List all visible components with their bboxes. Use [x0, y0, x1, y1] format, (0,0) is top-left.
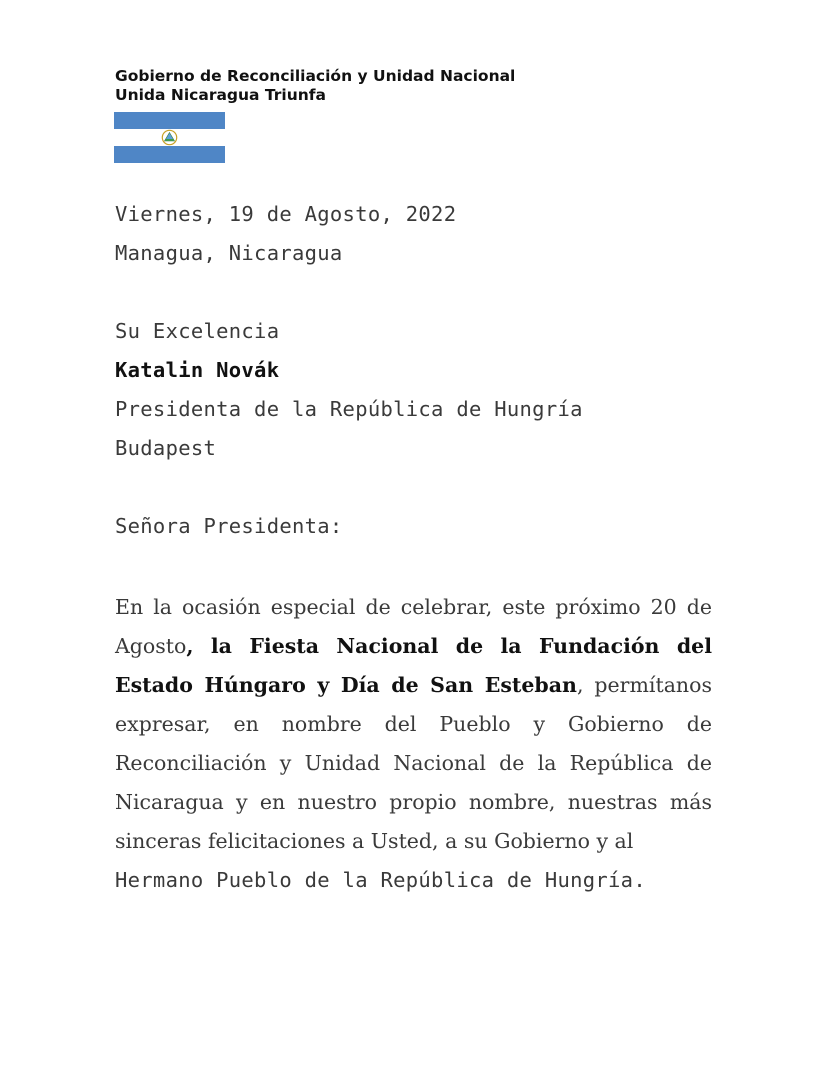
body-part-1: En la ocasión especial de celebrar, este próximo 20 de Agosto: [115, 595, 712, 658]
letter-body: [115, 588, 712, 900]
body-part-3: , permítanos expresar, en nombre del Pueblo y Gobierno de Reconciliación y Unidad Nacional de la República de Nicaragua y en nuestro propio nombre, nuestras más sinceras felicitaciones a Usted, a su Gobierno y al: [115, 673, 712, 853]
body-last-line: Hermano Pueblo de la República de Hungría.: [115, 868, 646, 892]
recipient-position: Presidenta de la República de Hungría: [115, 397, 583, 421]
letterhead-government-name: Gobierno de Reconciliación y Unidad Nacional: [115, 67, 516, 85]
body-part-2-bold: , la Fiesta Nacional de la Fundación del Estado Húngaro y Día de San Esteban: [115, 634, 712, 697]
letterhead: [115, 67, 515, 105]
recipient-title: Su Excelencia: [115, 319, 280, 343]
recipient-name: Katalin Novák: [115, 358, 280, 382]
recipient-city: Budapest: [115, 436, 217, 460]
letter-greeting: Señora Presidenta:: [115, 514, 343, 538]
letterhead-slogan: Unida Nicaragua Triunfa: [115, 86, 327, 104]
letter-date: Viernes, 19 de Agosto, 2022: [115, 202, 457, 226]
nicaragua-flag-icon: [114, 112, 225, 163]
letter-place: Managua, Nicaragua: [115, 241, 343, 265]
